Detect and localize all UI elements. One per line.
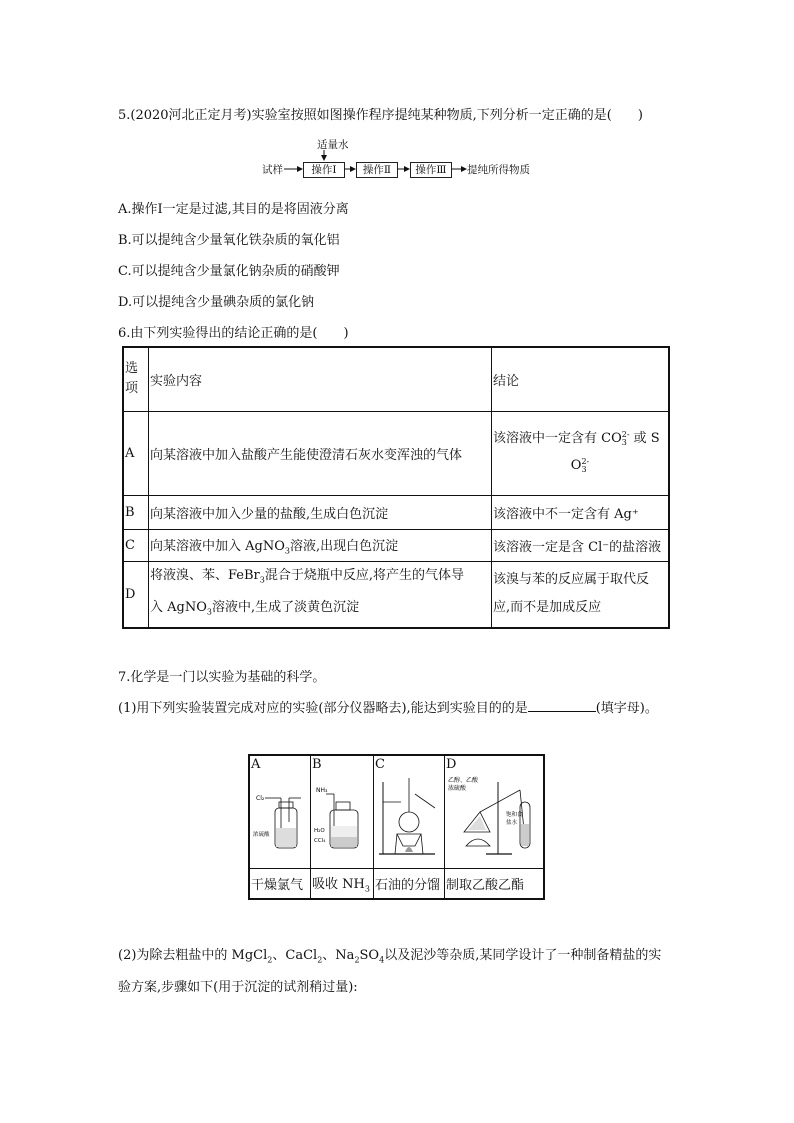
- cell-d: [445, 755, 545, 869]
- cell-a: [249, 755, 311, 869]
- svg-text:Cl₂: Cl₂: [256, 795, 265, 802]
- row-a-content: 向某溶液中加入盐酸产生能使澄清石灰水变浑浊的气体: [149, 411, 492, 495]
- cell-c: [374, 755, 445, 869]
- cell-d-letter: D: [446, 757, 457, 772]
- q6-table: [122, 346, 670, 629]
- flow-product-label: 提纯所得物质: [467, 164, 530, 176]
- q6-stem: 6.由下列实验得出的结论正确的是( ): [118, 326, 349, 341]
- svg-text:NH₃: NH₃: [316, 787, 328, 794]
- answer-blank[interactable]: [528, 699, 596, 712]
- absorption-bottle-icon: [312, 772, 372, 862]
- q7-part1: (1)用下列实验装置完成对应的实验(部分仪器略去),能达到实验目的的是 (填字母)。: [118, 701, 658, 716]
- row-b-content: 向某溶液中加入少量的盐酸,生成白色沉淀: [149, 495, 492, 529]
- flow-arrows: [280, 145, 480, 175]
- row-c-option: C: [123, 529, 149, 561]
- row-a-option: A: [123, 411, 149, 495]
- distillation-apparatus-icon: [375, 772, 443, 862]
- row-c-conclusion: 该溶液一定是含 Cl⁻的盐溶液: [492, 529, 670, 561]
- svg-text:浓硫酸: 浓硫酸: [253, 832, 270, 838]
- caption-b: 吸收 $NH_3$: [311, 869, 374, 899]
- svg-text:浓硫酸: 浓硫酸: [448, 785, 467, 792]
- svg-text:H₂O: H₂O: [314, 828, 325, 834]
- flow-op1-box: 操作Ⅰ: [303, 162, 345, 178]
- flow-op2-box: 操作Ⅱ: [356, 162, 398, 178]
- header-content: 实验内容: [149, 347, 492, 411]
- cell-a-letter: A: [251, 757, 261, 772]
- table-row: [123, 561, 669, 628]
- q7-part2-line1: (2)为除去粗盐中的 MgCl$_2$、CaCl$_2$、$Na_2SO_4$以及泥沙等杂质,某同学设计了一种制备精盐的实: [118, 948, 662, 965]
- header-conclusion: 结论: [492, 347, 670, 411]
- row-d-option: D: [123, 561, 149, 628]
- row-c-content: 向某溶液中加入 AgNO$_3$溶液,出现白色沉淀: [149, 529, 492, 561]
- caption-d: 制取乙酸乙酯: [445, 869, 545, 899]
- q5-option-b: B.可以提纯含少量氧化铁杂质的氧化铝: [118, 233, 340, 248]
- row-b-option: B: [123, 495, 149, 529]
- q7-stem: 7.化学是一门以实验为基础的科学。: [118, 670, 326, 685]
- q7-part2-line2: 验方案,步骤如下(用于沉淀的试剂稍过量):: [118, 980, 358, 995]
- row-b-conclusion: 该溶液中不一定含有 Ag⁺: [492, 495, 670, 529]
- cell-c-letter: C: [375, 757, 385, 772]
- q5-option-a: A.操作Ⅰ一定是过滤,其目的是将固液分离: [118, 202, 349, 217]
- svg-text:饱和食: 饱和食: [506, 812, 523, 818]
- svg-text:CCl₄: CCl₄: [314, 838, 326, 844]
- q5-stem: 5.(2020河北正定月考)实验室按照如图操作程序提纯某种物质,下列分析一定正确的是( ): [118, 108, 643, 123]
- table-row: [123, 495, 669, 529]
- table-row: [249, 869, 544, 899]
- table-row: [123, 529, 669, 561]
- q5-option-c: C.可以提纯含少量氯化钠杂质的硝酸钾: [118, 264, 340, 279]
- header-option: 选项: [123, 347, 149, 411]
- caption-a: 干燥氯气: [249, 869, 311, 899]
- row-a-conclusion: 该溶液中一定含有 CO 2- 3 或 S O 2- 3: [492, 411, 670, 495]
- row-d-conclusion: 该溴与苯的反应属于取代反 应,而不是加成反应: [492, 561, 670, 628]
- ester-preparation-icon: [446, 772, 542, 862]
- svg-text:盐水: 盐水: [506, 820, 518, 826]
- table-row: [249, 755, 544, 869]
- gas-washing-bottle-icon: [251, 772, 309, 862]
- caption-c: 石油的分馏: [374, 869, 445, 899]
- flow-op3-box: 操作Ⅲ: [410, 162, 452, 178]
- cell-b: [311, 755, 374, 869]
- flow-water-label: 适量水: [317, 139, 349, 151]
- table-row: [123, 347, 669, 411]
- cell-b-letter: B: [312, 757, 322, 772]
- q5-option-d: D.可以提纯含少量碘杂质的氯化钠: [118, 295, 315, 310]
- table-row: [123, 411, 669, 495]
- svg-text:乙醇、乙酸: 乙醇、乙酸: [448, 777, 479, 784]
- flow-sample-label: 试样: [262, 164, 283, 176]
- row-d-content: 将液溴、苯、FeBr$_3$混合于烧瓶中反应,将产生的气体导 入 AgNO$_3$溶液中,生成了淡黄色沉淀: [149, 561, 492, 628]
- q7-apparatus-table: [248, 754, 545, 900]
